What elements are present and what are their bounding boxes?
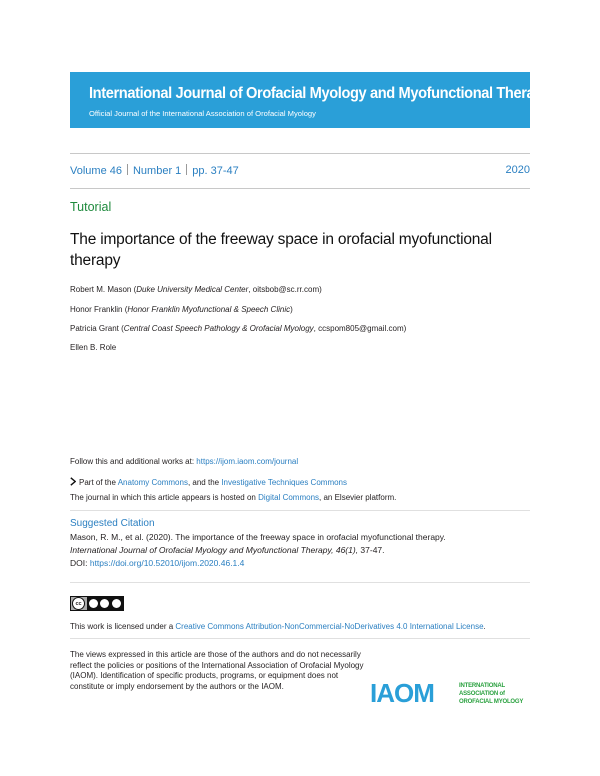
iaom-wordmark: IAOM xyxy=(370,678,434,708)
divider-top xyxy=(70,153,530,154)
author-email: , ccspom805@gmail.com) xyxy=(313,324,407,333)
nc-icon xyxy=(100,599,109,608)
year-text: 2020 xyxy=(505,164,530,176)
author-affiliation: Honor Franklin Myofunctional & Speech Clinic xyxy=(127,305,291,314)
nd-icon xyxy=(112,599,121,608)
license-line: This work is licensed under a Creative Commons Attribution-NonCommercial-NoDerivatives 4.0 International License. xyxy=(70,622,486,631)
digital-commons-link[interactable]: Digital Commons xyxy=(258,493,320,502)
cc-logo-icon: cc xyxy=(72,597,85,610)
divider-citation xyxy=(70,510,530,511)
separator xyxy=(127,164,128,175)
volume-link[interactable]: Volume 46 xyxy=(70,165,122,177)
issue-info xyxy=(70,164,530,180)
citation-doi: DOI: https://doi.org/10.52010/ijom.2020.46.1.4 xyxy=(70,558,245,568)
by-icon xyxy=(89,599,98,608)
journal-banner xyxy=(70,72,551,128)
author-name: Ellen B. Role xyxy=(70,343,117,352)
suggested-citation-heading: Suggested Citation xyxy=(70,518,155,529)
citation-line-2: International Journal of Orofacial Myology and Myofunctional Therapy, 46(1), 37-47. xyxy=(70,545,385,555)
disclaimer-text: The views expressed in this article are those of the authors and do not necessarily reflect the policies or positions of the International Association of Orofacial Myology (IAOM). Identification of specific products, programs, or equipment does not constitute or imply endorsement by the authors or the IAOM. xyxy=(70,650,364,691)
journal-title: International Journal of Orofacial Myology and Myofunctional Therapy xyxy=(89,85,551,102)
iaom-logo xyxy=(370,676,530,710)
author-name: Robert M. Mason xyxy=(70,285,132,294)
author-line xyxy=(70,343,116,352)
investigative-techniques-commons-link[interactable]: Investigative Techniques Commons xyxy=(221,478,348,487)
pages-text: pp. 37-47 xyxy=(192,165,239,177)
anatomy-commons-link[interactable]: Anatomy Commons xyxy=(117,478,188,487)
author-name: Patricia Grant xyxy=(70,324,119,333)
author-email: ) xyxy=(290,305,293,314)
journal-subtitle: Official Journal of the International Association of Orofacial Myology xyxy=(89,109,316,118)
network-tick-icon xyxy=(70,477,76,486)
article-title[interactable]: The importance of the freeway space in orofacial myofunctional therapy xyxy=(70,231,492,269)
author-line: Patricia Grant (Central Coast Speech Pathology & Orofacial Myology, ccspom805@gmail.com) xyxy=(70,324,407,333)
divider-disclaimer xyxy=(70,638,530,639)
citation-line-1: Mason, R. M., et al. (2020). The importance of the freeway space in orofacial myofunctional therapy. xyxy=(70,532,446,542)
hosted-line: The journal in which this article appears is hosted on Digital Commons, an Elsevier platform. xyxy=(70,493,397,502)
part-of-line: Part of the Anatomy Commons, and the Investigative Techniques Commons xyxy=(70,477,347,487)
divider-issue xyxy=(70,188,530,189)
divider-license xyxy=(70,582,530,583)
author-email: , oitsbob@sc.rr.com) xyxy=(248,285,322,294)
doi-link[interactable]: https://doi.org/10.52010/ijom.2020.46.1.4 xyxy=(89,558,245,568)
cc-license-badge-icon[interactable] xyxy=(70,596,124,611)
license-link[interactable]: Creative Commons Attribution-NonCommercial-NoDerivatives 4.0 International License xyxy=(175,622,484,631)
article-type: Tutorial xyxy=(70,200,112,214)
number-link[interactable]: Number 1 xyxy=(132,165,182,177)
author-name: Honor Franklin xyxy=(70,305,123,314)
iaom-tagline: INTERNATIONAL ASSOCIATION of OROFACIAL MYOLOGY xyxy=(459,683,524,705)
author-affiliation: Central Coast Speech Pathology & Orofacial Myology xyxy=(123,324,314,333)
author-affiliation: Duke University Medical Center xyxy=(136,285,249,294)
author-line: Robert M. Mason (Duke University Medical Center, oitsbob@sc.rr.com) xyxy=(70,285,322,294)
author-line: Honor Franklin (Honor Franklin Myofunctional & Speech Clinic) xyxy=(70,305,293,314)
separator xyxy=(186,164,187,175)
follow-line: Follow this and additional works at: https://ijom.iaom.com/journal xyxy=(70,457,299,466)
journal-url-link[interactable]: https://ijom.iaom.com/journal xyxy=(196,457,299,466)
cc-attributes-icon xyxy=(87,597,123,610)
